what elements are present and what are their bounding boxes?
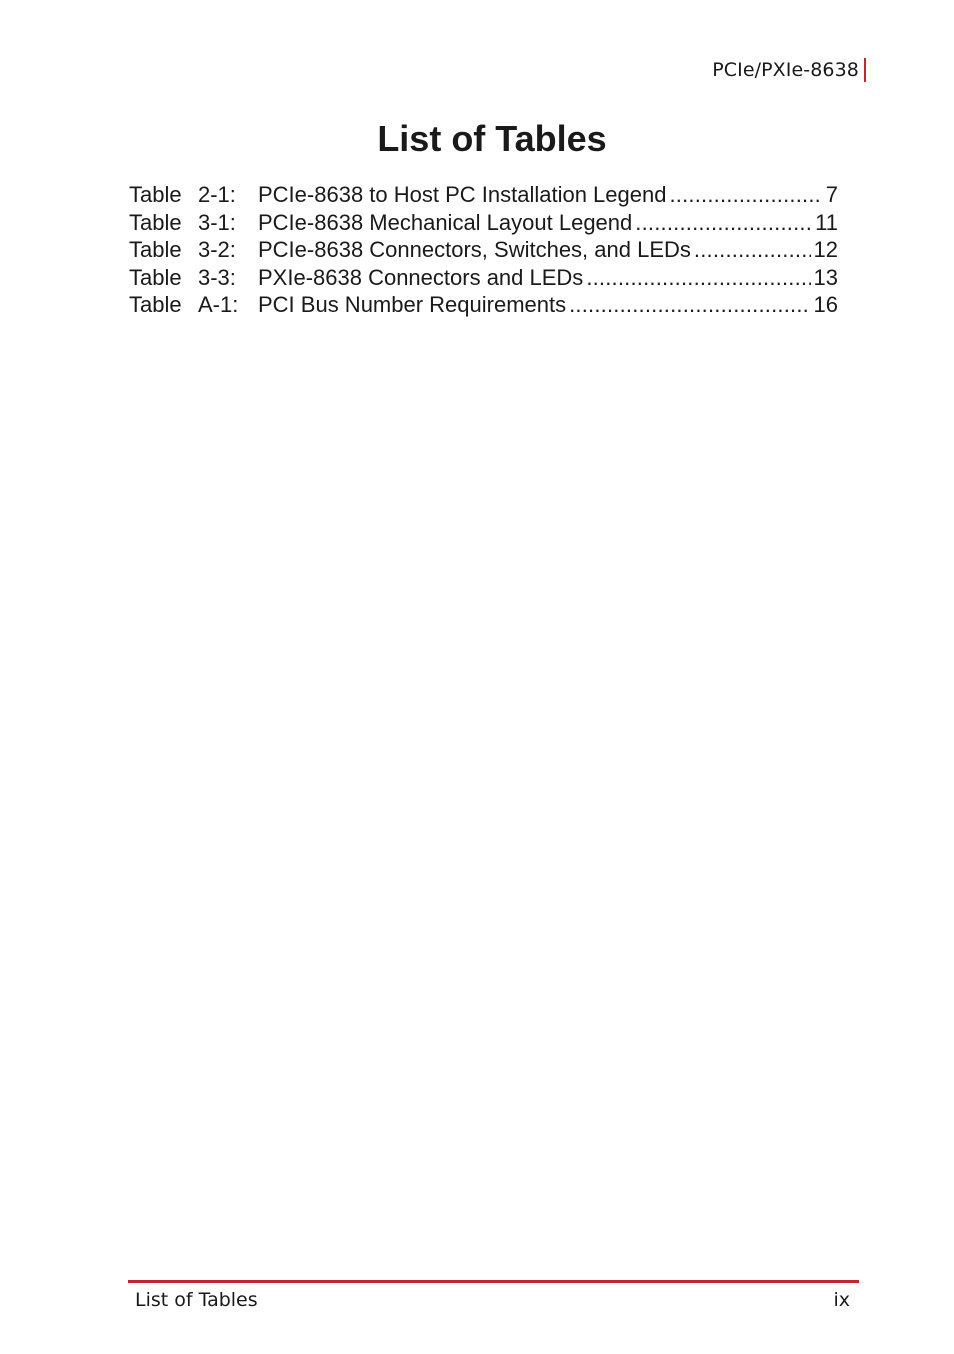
toc-entry-prefix: Table [129,237,182,262]
header-product: PCIe/PXIe-8638 [712,59,859,81]
toc-entry-title: PCIe-8638 Connectors, Switches, and LEDs [258,237,691,262]
toc-leader-dots [694,236,811,264]
footer-page-number: ix [833,1289,850,1311]
toc-entry-prefix: Table [129,264,182,290]
toc-entry-page: 12 [813,237,838,262]
toc-entry-page: 7 [825,182,838,207]
toc-entry[interactable] [129,236,838,264]
footer-rule [128,1280,859,1283]
toc-entry[interactable] [129,209,838,237]
page-title: List of Tables [377,118,607,159]
list-of-tables [129,181,838,319]
header-accent-bar [864,58,866,82]
toc-leader-dots [635,209,812,237]
toc-entry-number: A-1: [198,292,239,317]
running-header [712,58,866,82]
toc-entry-page: 11 [815,209,838,235]
toc-leader-dots [586,264,810,292]
toc-entry-title: PCI Bus Number Requirements [258,292,567,317]
toc-entry[interactable] [129,181,838,209]
toc-entry-page: 16 [813,292,838,317]
toc-entry-prefix: Table [129,292,182,317]
toc-entry-prefix: Table [129,182,182,207]
toc-entry[interactable] [129,264,838,292]
toc-leader-dots [569,291,810,319]
toc-entry[interactable] [129,291,838,319]
footer-section-name: List of Tables [135,1289,258,1311]
toc-entry-page: 13 [813,264,838,290]
toc-entry-number: 3-2: [198,237,236,262]
toc-entry-title: PCIe-8638 to Host PC Installation Legend [258,182,667,207]
toc-entry-prefix: Table [129,209,182,235]
toc-entry-number: 3-1: [198,209,236,235]
toc-entry-title: PCIe-8638 Mechanical Layout Legend [258,209,633,235]
toc-entry-number: 2-1: [198,182,236,207]
toc-entry-number: 3-3: [198,264,236,290]
toc-leader-dots [669,181,822,209]
toc-entry-title: PXIe-8638 Connectors and LEDs [258,264,584,290]
